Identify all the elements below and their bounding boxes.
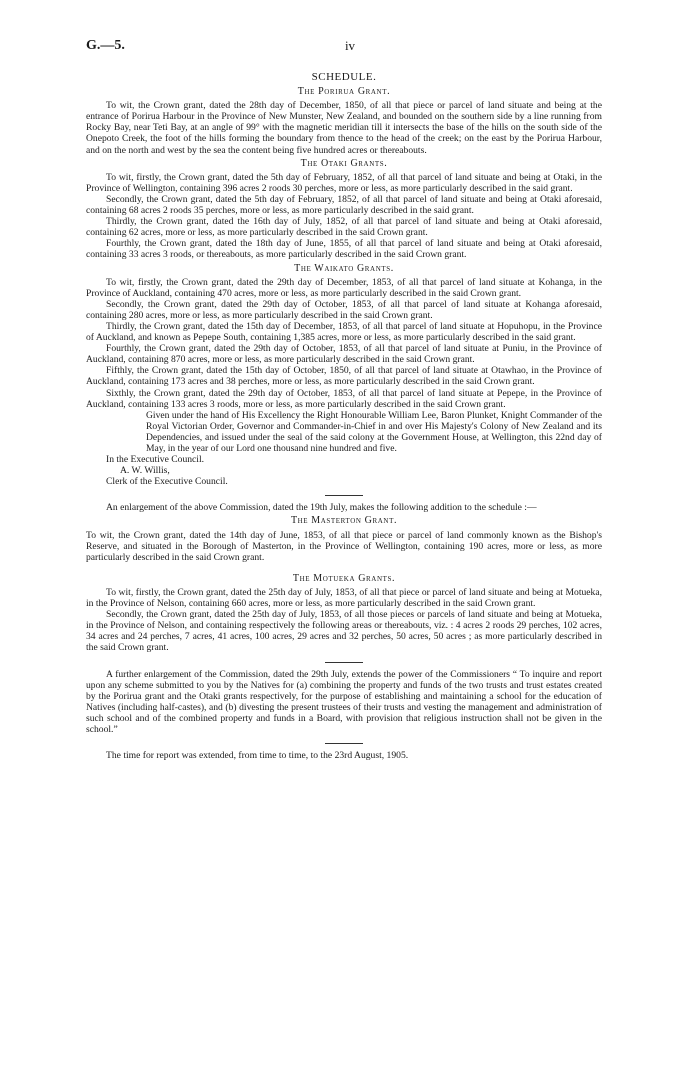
motueka-heading: The Motueka Grants. bbox=[292, 572, 396, 584]
section-divider bbox=[325, 743, 363, 744]
masterton-paragraph: To wit, the Crown grant, dated the 14th day of June, 1853, of all that piece or parcel of land commonly known as the Bishop's Reserve, and situated in the Borough of Masterton, in the Province of Wellington, containing 190 acres, more or less, as more particularly described in the said Crown grant. bbox=[86, 529, 602, 563]
waikato-paragraph: Secondly, the Crown grant, dated the 29th day of October, 1853, of all that parcel of land situate at Kohanga aforesaid, containing 280 acres, more or less, as more particularly described in the said Crown grant. bbox=[86, 298, 602, 321]
enlargement-paragraph: An enlargement of the above Commission, dated the 19th July, makes the following addition to the schedule :— bbox=[106, 502, 537, 514]
masterton-heading: The Masterton Grant. bbox=[290, 515, 398, 527]
schedule-title: SCHEDULE. bbox=[311, 71, 377, 83]
section-divider bbox=[325, 495, 363, 496]
further-enlargement-paragraph: A further enlargement of the Commission, dated the 29th July, extends the power of the Commissioners “ To inquire and report upon any scheme submitted to you by the Natives for (a) combining the property and funds of the two trusts and trust estates created by the Porirua grant and the Otaki grants respectively, for the purpose of establishing and maintaining a school for the education of Natives (including half-castes), and (b) divesting the present trustees of their trusts and vesting the management and administration of such school and of the combined property and funds in a Board, with provision that religious instruction shall not be given in the school.” bbox=[86, 668, 602, 735]
otaki-paragraph: To wit, firstly, the Crown grant, dated the 5th day of February, 1852, of all that parcel of land situate and being at Otaki, in the Province of Wellington, containing 396 acres 2 roods 30 perches, more or less, as more particularly described in the said grant. bbox=[86, 171, 602, 194]
otaki-paragraph: Secondly, the Crown grant, dated the 5th day of February, 1852, of all that parcel of land situate and being at Otaki aforesaid, containing 68 acres 2 roods 35 perches, more or less, as more particularly described in the said grant. bbox=[86, 193, 602, 217]
page-number: iv bbox=[344, 38, 356, 53]
otaki-heading: The Otaki Grants. bbox=[300, 157, 388, 169]
document-body bbox=[86, 72, 602, 761]
given-under-hand-clause: Given under the hand of His Excellency the Right Honourable William Lee, Baron Plunket, Knight Commander of the Royal Victorian Order, Governor and Commander-in-Chief in and over His Majesty's Colony of New Zealand and its Dependencies, and issued under the seal of the said colony at the Government House, at Wellington, this 22nd day of May, in the year of our Lord one thousand nine hundred and five. bbox=[146, 409, 602, 454]
waikato-paragraph: To wit, firstly, the Crown grant, dated the 29th day of December, 1853, of all that parcel of land situate at Kohanga, in the Province of Auckland, containing 470 acres, more or less, as more particularly described in the said Crown grant. bbox=[86, 276, 602, 299]
signatory-title: Clerk of the Executive Council. bbox=[106, 476, 228, 488]
section-divider bbox=[325, 662, 363, 663]
closing-paragraph: The time for report was extended, from time to time, to the 23rd August, 1905. bbox=[106, 750, 409, 762]
porirua-heading: The Porirua Grant. bbox=[297, 86, 391, 98]
motueka-paragraph: To wit, firstly, the Crown grant, dated the 25th day of July, 1853, of all that piece or parcel of land situate and being at Motueka, in the Province of Nelson, containing 660 acres, more or less, as more particularly described in the said Crown grant. bbox=[86, 586, 602, 610]
waikato-paragraph: Thirdly, the Crown grant, dated the 15th day of December, 1853, of all that parcel of land situate at Hopuhopu, in the Province of Auckland, and known as Pepepe South, containing 1,385 acres, more or less, as more particularly described in the said grant. bbox=[86, 320, 602, 344]
otaki-paragraph: Thirdly, the Crown grant, dated the 16th day of July, 1852, of all that parcel of land situate and being at Otaki aforesaid, containing 62 acres, more or less, as more particularly described in the said Crown grant. bbox=[86, 216, 602, 239]
otaki-paragraph: Fourthly, the Crown grant, dated the 18th day of June, 1855, of all that parcel of land situate and being at Otaki aforesaid, containing 33 acres 3 roods, or thereabouts, as more particularly described in the said Crown grant. bbox=[86, 238, 602, 261]
page-reference: G.—5. bbox=[86, 38, 125, 53]
waikato-paragraph: Fourthly, the Crown grant, dated the 29th day of October, 1853, of all that parcel of land situate at Puniu, in the Province of Auckland, containing 870 acres, more or less, as more particularly described in the said Crown grant. bbox=[86, 343, 602, 366]
executive-council-line: In the Executive Council. bbox=[106, 454, 205, 466]
waikato-heading: The Waikato Grants. bbox=[294, 262, 394, 274]
waikato-paragraph: Sixthly, the Crown grant, dated the 29th day of October, 1853, of all that parcel of land situate at Pepepe, in the Province of Auckland, containing 133 acres 3 roods, more or less, as more particularly described in the said Crown grant. bbox=[86, 387, 602, 410]
waikato-paragraph: Fifthly, the Crown grant, dated the 15th day of October, 1850, of all that parcel of land situate at Otawhao, in the Province of Auckland, containing 173 acres and 38 perches, more or less, as more particularly described in the said Crown grant. bbox=[86, 365, 602, 388]
motueka-paragraph: Secondly, the Crown grant, dated the 25th day of July, 1853, of all those pieces or parcels of land situate and being at Motueka, in the Province of Nelson, and containing respectively the following areas or thereabouts, viz. : 4 acres 2 roods 29 perches, 102 acres, 34 acres and 24 perches, 7 acres, 41 acres, 100 acres, 29 acres and 32 perches, 50 acres, 50 acres ; as more particularly described in the said Crown grant. bbox=[86, 609, 602, 654]
signatory-name: A. W. Willis, bbox=[120, 465, 170, 477]
porirua-paragraph: To wit, the Crown grant, dated the 28th day of December, 1850, of all that piece or parcel of land situate and being at the entrance of Porirua Harbour in the Province of New Munster, New Zealand, and bounded on the southern side by a line running from Rocky Bay, near Teti Bay, at an angle of 99° with the magnetic meridian till it intersects the base of the hills on the south side of the Onepoto Creek, the foot of the hills forming the boundary from thence to the head of the creek; on the east by the Porirua Harbour, and on the north and west by the sea the content being five hundred acres or thereabouts. bbox=[86, 100, 602, 156]
